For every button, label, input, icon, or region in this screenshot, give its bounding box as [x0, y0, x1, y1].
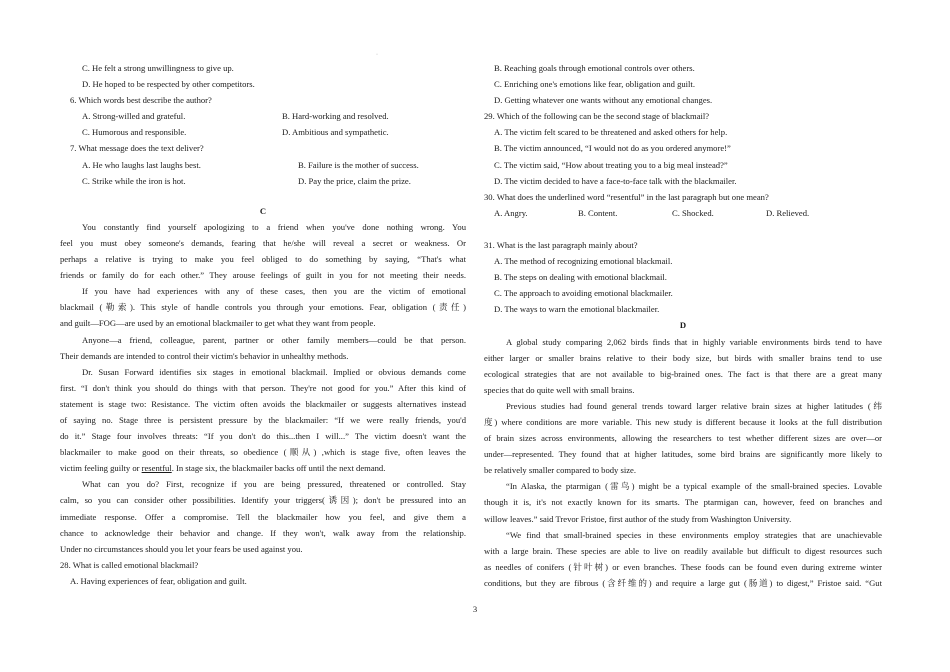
passage-c-line: If you have had experiences with any of these cases, then you are the victim of emotional	[82, 286, 466, 297]
section-heading-c: C	[259, 205, 267, 216]
question-6-options-row1	[60, 108, 466, 124]
passage-c-line: perhaps a relative is trying to make you feel obliged to do something by saying, “That's what	[60, 254, 466, 265]
option-q29-a: A. The victim felt scared to be threatened and asked others for help.	[494, 127, 728, 138]
section-heading-d: D	[679, 320, 687, 331]
option-q28-b: B. Reaching goals through emotional controls over others.	[494, 63, 695, 73]
question-7-stem: 7. What message does the text deliver?	[70, 143, 204, 154]
question-7-options-row1	[60, 157, 466, 173]
passage-c-line: friends or family do for each other.” They arouse feelings of guilt in you for not meeting their needs.	[60, 270, 466, 281]
passage-c-line: Under no circumstances should you let your fears be used against you.	[60, 543, 303, 554]
option-q6-d: D. Ambitious and sympathetic.	[282, 127, 389, 138]
option-q31-b: B. The steps on dealing with emotional blackmail.	[494, 272, 667, 283]
passage-c-line: blackmail (勒索). This style of handle controls you through your emotions. Fear, obligation (责任)	[60, 302, 466, 313]
passage-d-line: willow leaves.” said Trevor Fristoe, first author of the study from Washington University.	[484, 513, 792, 524]
passage-c-line-tail: . In stage six, the blackmailer backs off until the next demand.	[171, 463, 386, 474]
option-q31-a: A. The method of recognizing emotional blackmail.	[494, 256, 673, 267]
passage-d-line: of brain sizes across environments, allowing the researchers to test whether different sizes are over—or	[484, 433, 882, 444]
passage-d-line: as needles of conifers (针叶树) or even branches. These foods can be found even during extreme winter	[484, 561, 882, 572]
option-q29-b: B. The victim announced, “I would not do as you ordered anymore!”	[494, 143, 731, 154]
option-q7-b: B. Failure is the mother of success.	[298, 159, 419, 170]
option-q28-c: C. Enriching one's emotions like fear, obligation and guilt.	[494, 79, 695, 90]
option-q28-d: D. Getting whatever one wants without any emotional changes.	[494, 95, 713, 106]
passage-c-line: Anyone—a friend, colleague, parent, partner or other family members—could be that person.	[82, 334, 466, 345]
passage-d-line: either larger or smaller brains relative to their body size, but birds with smaller brains tend to use	[484, 352, 882, 363]
question-29-stem: 29. Which of the following can be the second stage of blackmail?	[484, 111, 710, 122]
passage-d-line: 度) where conditions are more variable. This new study is different because it looks at the full distribution	[484, 416, 882, 427]
option-q7-c: C. Strike while the iron is hot.	[82, 175, 186, 186]
passage-c-line: do it.” Stage four involves threats: “If you don't do this...then I will...” The victim doesn't want the	[60, 431, 466, 442]
passage-c-line: immediate response. Offer a compromise. Tell the blackmailer how you feel, and give them a	[60, 511, 466, 522]
passage-c-line-head: victim feeling guilty or	[60, 463, 142, 474]
passage-d-line: “We find that small-brained species in these environments employ strategies that are unachievable	[506, 529, 882, 540]
passage-c-line: first. “I don't think you should do things with that person. They're not good for you.” After this kind of	[60, 382, 466, 393]
option-q30-b: B. Content.	[578, 207, 618, 218]
option-q5-d: D. He hoped to be respected by other competitors.	[82, 79, 255, 90]
passage-c-line: calm, so you can consider other possibilities. Identify your triggers(诱因); don't be pressured into an	[60, 495, 466, 506]
option-q7-d: D. Pay the price, claim the prize.	[298, 175, 411, 186]
passage-d-line: A global study comparing 2,062 birds finds that in highly variable environments birds tend to have	[506, 336, 882, 347]
option-q31-c: C. The approach to avoiding emotional blackmailer.	[494, 288, 673, 299]
option-q29-c: C. The victim said, “How about treating you to a big meal instead?”	[494, 159, 728, 170]
question-6-options-row2	[60, 124, 466, 140]
passage-d-line: under—represented. They found that at higher latitudes, some bird brains are significantly more likely to	[484, 449, 882, 460]
passage-c-line: of saying no. Stage three is persistent pressure by the blackmailer: “If we were really friends, you'd	[60, 414, 466, 425]
question-30-stem: 30. What does the underlined word “resentful” in the last paragraph but one mean?	[484, 191, 769, 202]
question-7-options-row2	[60, 173, 466, 189]
passage-c-line-with-underline	[60, 460, 466, 476]
option-q30-d: D. Relieved.	[766, 207, 810, 218]
option-q6-c: C. Humorous and responsible.	[82, 127, 187, 138]
passage-d-line: conditions, but they are fibrous (含纤维的) and require a large gut (肠道) to digest,” Fristoe said. “Gut	[484, 577, 882, 588]
passage-d-line: be relatively smaller compared to body size.	[484, 465, 637, 476]
passage-c-line: Their demands are intended to control their victim's behavior in unhealthy methods.	[60, 350, 349, 361]
right-column	[484, 60, 882, 591]
passage-c-line: statement is stage two: Resistance. The victim often avoids the blackmailer or suggests alternatives instead	[60, 398, 466, 409]
page-number: 3	[472, 604, 478, 614]
option-q28-a: A. Having experiences of fear, obligation and guilt.	[70, 575, 247, 586]
left-column	[60, 60, 466, 589]
question-28-stem: 28. What is called emotional blackmail?	[60, 559, 199, 570]
passage-c-line: blackmailer to make good on their threats, so obedience (顺从) ,which is stage five, often leaves the	[60, 447, 466, 458]
question-31-stem: 31. What is the last paragraph mainly about?	[484, 239, 638, 250]
underlined-word-resentful: resentful	[141, 463, 172, 474]
passage-d-line: “In Alaska, the ptarmigan (雷鸟) might be a typical example of the small-brained species. Lovable	[506, 481, 882, 492]
passage-c-line: chance to acknowledge their behavior and change. If they won't, walk away from the relationship.	[60, 527, 466, 538]
option-q30-a: A. Angry.	[494, 207, 528, 218]
option-q30-c: C. Shocked.	[672, 207, 714, 218]
option-q29-d: D. The victim decided to have a face-to-face talk with the blackmailer.	[494, 175, 737, 186]
option-q6-a: A. Strong-willed and grateful.	[82, 111, 186, 122]
passage-c-line: What can you do? First, recognize if you are being pressured, threatened or controlled. Stay	[82, 479, 466, 490]
option-q7-a: A. He who laughs last laughs best.	[82, 159, 201, 170]
option-q31-d: D. The ways to warn the emotional blackmailer.	[494, 304, 660, 315]
passage-d-line: ecological strategies that are not available to big-brained ones. The fact is that there are a great many	[484, 368, 882, 379]
question-6-stem: 6. Which words best describe the author?	[70, 95, 212, 106]
option-q5-c: C. He felt a strong unwillingness to give up.	[82, 63, 234, 73]
passage-c-line: feel you must obey someone's demands, fearing that he/she will reveal a secret or weakness. Or	[60, 237, 466, 248]
option-q6-b: B. Hard-working and resolved.	[282, 111, 389, 122]
passage-d-line: species that do quite well with small brains.	[484, 384, 635, 395]
question-30-options	[484, 205, 882, 221]
passage-c-line: Dr. Susan Forward identifies six stages in emotional blackmail. Implied or obvious demands come	[82, 366, 466, 377]
passage-d-line: though it is, it's not exactly known for its smarts. The ptarmigan can, however, feed on branches and	[484, 497, 882, 508]
passage-c-line: and guilt—FOG—are used by an emotional blackmailer to get what they want from people.	[60, 318, 376, 329]
passage-d-line: Previous studies had found general trends toward larger relative brain sizes at higher latitudes (纬	[506, 400, 882, 411]
passage-d-line: with a large brain. These species are able to live on readily available but difficult to digest resources such	[484, 545, 882, 556]
page-mark: ·	[376, 52, 378, 58]
passage-c-line: You constantly find yourself apologizing to a friend when you've done nothing wrong. You	[82, 221, 466, 232]
